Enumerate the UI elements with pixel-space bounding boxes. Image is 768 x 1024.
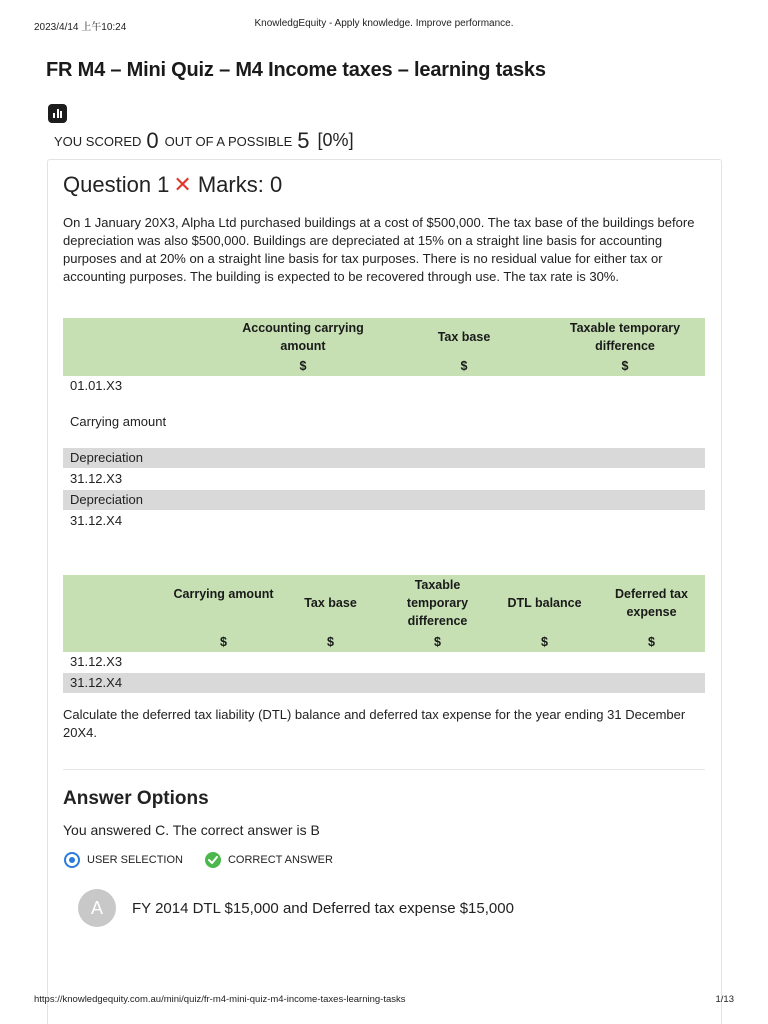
score-percent: [0%] [317, 130, 354, 150]
score-prefix: YOU SCORED [54, 134, 142, 149]
table-row: Carrying amount [70, 414, 167, 429]
table-row: Depreciation [63, 490, 705, 510]
table-row: 01.01.X3 [70, 378, 123, 393]
score-value: 0 [146, 128, 159, 153]
answer-option-a[interactable] [78, 889, 514, 927]
table-row: 31.12.X4 [70, 513, 123, 528]
column-unit: $ [460, 359, 468, 373]
page-title: FR M4 – Mini Quiz – M4 Income taxes – learning tasks [46, 59, 546, 81]
column-header: Carrying amount [173, 587, 274, 601]
column-unit: $ [299, 359, 307, 373]
table-row: 31.12.X3 [70, 471, 123, 486]
print-page-number: 1/13 [715, 994, 734, 1005]
answer-legend [64, 852, 333, 868]
column-header: Tax base [304, 596, 357, 610]
table-row: 31.12.X4 [63, 673, 705, 693]
legend-user-selection: USER SELECTION [87, 854, 183, 866]
column-unit: $ [541, 635, 548, 649]
bar-chart-icon[interactable] [48, 104, 67, 123]
column-unit: $ [327, 635, 334, 649]
print-header [34, 18, 734, 32]
table-row: Depreciation [63, 448, 705, 468]
table-header [63, 318, 705, 376]
column-header: DTL balance [507, 596, 582, 610]
check-circle-icon [205, 852, 221, 868]
column-header: Accounting carrying amount [242, 321, 364, 353]
column-unit: $ [220, 635, 227, 649]
column-header: Deferred tax expense [615, 587, 688, 619]
answer-summary: You answered C. The correct answer is B [63, 822, 320, 838]
question-text: On 1 January 20X3, Alpha Ltd purchased buildings at a cost of $500,000. The tax base of the buildings before depreciation was also $500,000. Buildings are depreciated at 15% on a straight line basis for accounting purposes and at 20% on a straight line basis for tax purposes. There is no residual value for either tax or accounting purposes. The building is expected to be recovered through use. The tax rate is 30%. [63, 215, 695, 284]
score-summary [54, 128, 354, 154]
table-deferred-tax [63, 575, 705, 693]
print-datetime: 2023/4/14 上午10:24 [34, 22, 127, 33]
question-label: Question 1 [63, 172, 170, 197]
question-heading [63, 172, 282, 198]
column-unit: $ [434, 635, 441, 649]
option-letter-badge: A [78, 889, 116, 927]
column-unit: $ [648, 635, 655, 649]
column-header: Taxable temporary difference [406, 578, 469, 628]
question-marks: Marks: 0 [197, 172, 283, 197]
divider [63, 769, 705, 770]
score-middle: OUT OF A POSSIBLE [164, 134, 293, 149]
question-instruction: Calculate the deferred tax liability (DTL) balance and deferred tax expense for the year ending 31 December 20X4. [63, 707, 686, 740]
table-carrying-amounts [63, 318, 705, 531]
cross-icon: ✕ [173, 172, 192, 197]
column-unit: $ [621, 359, 629, 373]
column-header: Taxable temporary difference [569, 321, 681, 353]
score-possible: 5 [297, 128, 310, 153]
radio-selected-icon [64, 852, 80, 868]
print-url: https://knowledgequity.com.au/mini/quiz/fr-m4-mini-quiz-m4-income-taxes-learning-tasks [34, 994, 406, 1005]
option-text: FY 2014 DTL $15,000 and Deferred tax expense $15,000 [132, 899, 514, 917]
column-header: Tax base [437, 330, 491, 344]
print-site-title: KnowledgEquity - Apply knowledge. Improve performance. [254, 18, 514, 29]
table-header [63, 575, 705, 652]
table-row: 31.12.X3 [70, 654, 123, 669]
legend-correct-answer: CORRECT ANSWER [227, 854, 333, 866]
answer-options-title: Answer Options [63, 788, 209, 809]
